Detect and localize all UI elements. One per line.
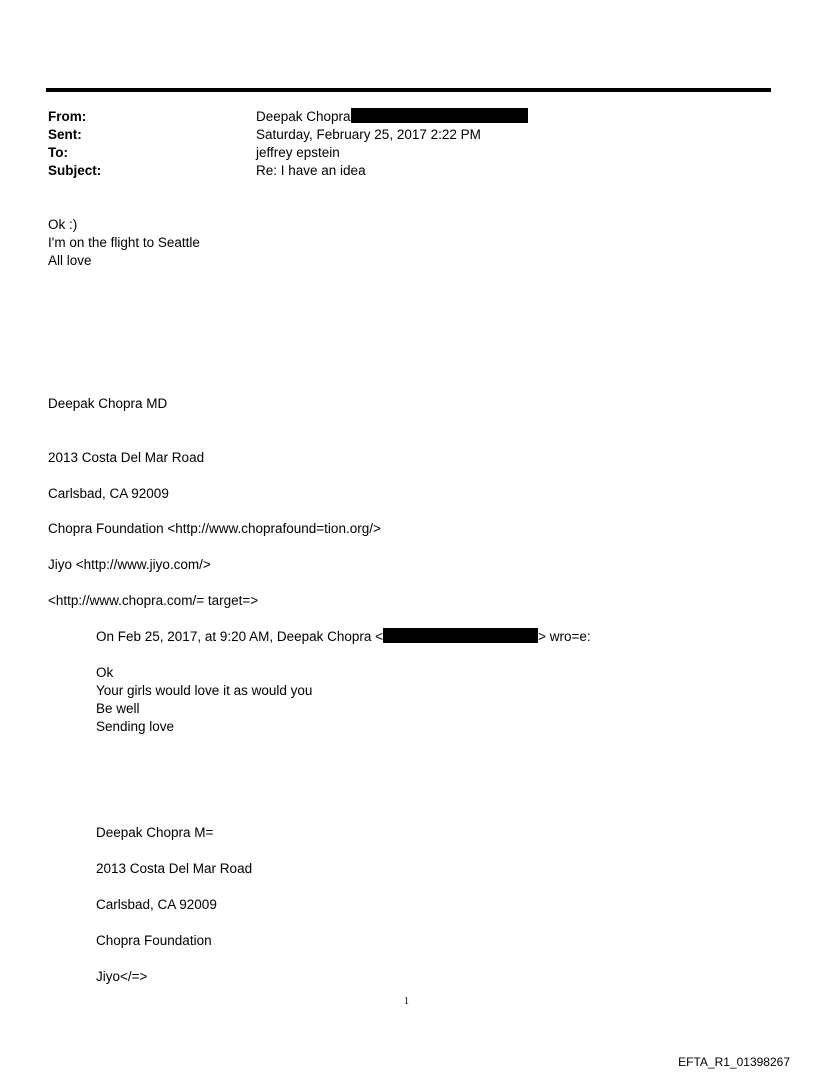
to-value: jeffrey epstein: [256, 145, 340, 160]
quoted-line: Your girls would love it as would you: [96, 683, 313, 698]
signature-jiyo: Jiyo <http://www.jiyo.com/>: [48, 557, 211, 572]
signature-address: 2013 Costa Del Mar Road: [48, 450, 205, 465]
to-label: To:: [48, 145, 68, 160]
quoted-intro-suffix: > wro=e:: [538, 629, 591, 644]
body-line: I'm on the flight to Seattle: [48, 235, 200, 250]
body-line: All love: [48, 253, 92, 268]
quoted-intro: [96, 628, 591, 646]
sent-value: Saturday, February 25, 2017 2:22 PM: [256, 127, 481, 142]
signature-city: Carlsbad, CA 92009: [48, 486, 169, 501]
sent-label: Sent:: [48, 127, 82, 142]
header-divider: [46, 88, 771, 92]
page-number: 1: [404, 996, 409, 1007]
quoted-signature-address: 2013 Costa Del Mar Road: [96, 861, 253, 876]
quoted-intro-prefix: On Feb 25, 2017, at 9:20 AM, Deepak Chopra <: [96, 629, 384, 644]
signature-link: <http://www.chopra.com/= target=>: [48, 593, 259, 608]
quoted-signature-foundation: Chopra Foundation: [96, 933, 212, 948]
body-line: Ok :): [48, 217, 78, 232]
signature-foundation: Chopra Foundation <http://www.choprafound=tion.org/>: [48, 521, 381, 536]
quoted-signature-name: Deepak Chopra M=: [96, 825, 214, 840]
quoted-line: Be well: [96, 701, 140, 716]
quoted-line: Sending love: [96, 719, 175, 734]
document-id: EFTA_R1_01398267: [678, 1055, 790, 1069]
quoted-signature-jiyo: Jiyo</=>: [96, 969, 148, 984]
subject-value: Re: I have an idea: [256, 163, 366, 178]
signature-name: Deepak Chopra MD: [48, 396, 168, 411]
redaction-bar: [383, 628, 538, 643]
quoted-line: Ok: [96, 665, 114, 680]
subject-label: Subject:: [48, 163, 102, 178]
from-value: [256, 108, 528, 126]
redaction-bar: [351, 108, 528, 123]
from-name: Deepak Chopra: [256, 109, 351, 124]
from-label: From:: [48, 109, 87, 124]
quoted-signature-city: Carlsbad, CA 92009: [96, 897, 217, 912]
